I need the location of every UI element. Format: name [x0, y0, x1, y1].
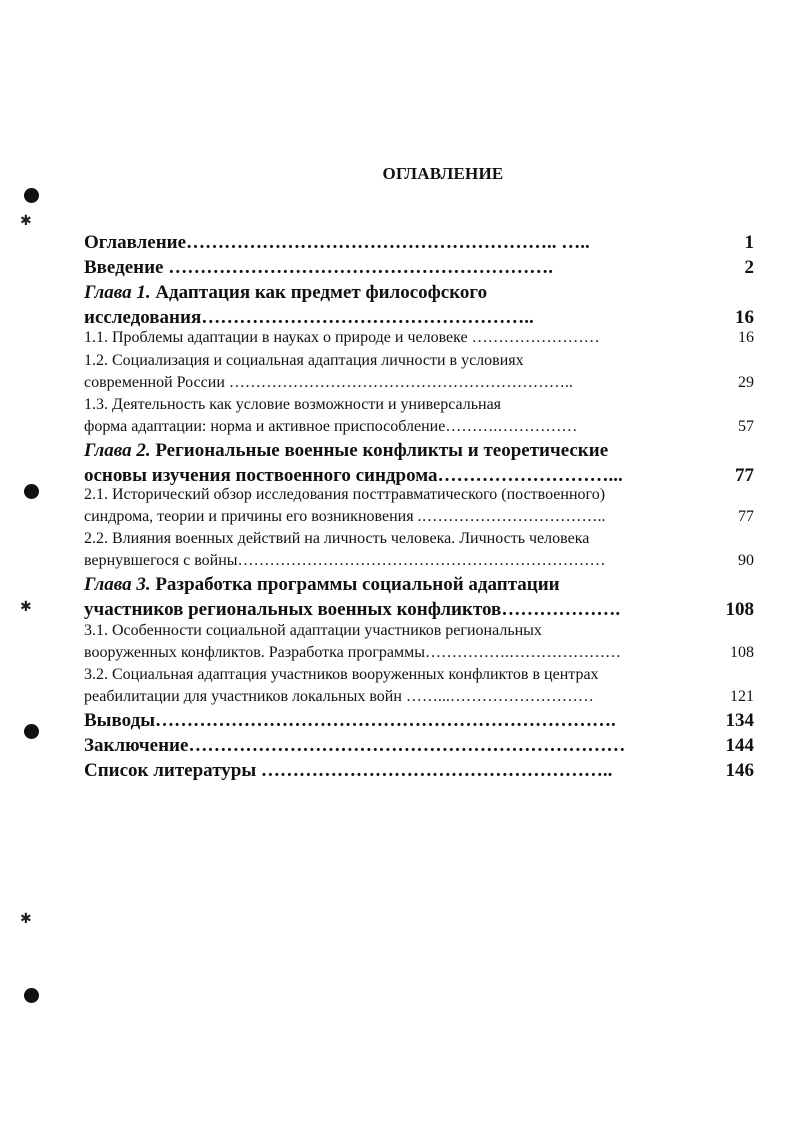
scan-speck: ✱ [20, 213, 32, 229]
chapter-label: Глава 3. [84, 574, 151, 595]
toc-entry-text: 1.1. Проблемы адаптации в науках о природе и человеке …………………… [84, 329, 600, 346]
punch-hole [24, 724, 39, 739]
toc-page-number: 146 [725, 760, 754, 781]
toc-entry-text: участников региональных военных конфликтов………………. [84, 599, 621, 620]
toc-page-number: 29 [738, 374, 754, 391]
toc-page-number: 108 [730, 644, 754, 661]
toc-entry-text: 3.1. Особенности социальной адаптации участников региональных [84, 622, 542, 639]
toc-entry-text: Введение ……………………………………………………. [84, 257, 553, 278]
toc-entry-text: современной России ……………………………………………………….. [84, 374, 573, 391]
toc-page-number: 144 [725, 735, 754, 756]
toc-entry-text: исследования…………………………………………….. [84, 307, 534, 328]
chapter-label: Глава 2. [84, 440, 151, 461]
toc-page-number: 77 [738, 508, 754, 525]
toc-entry-text: 2.1. Исторический обзор исследования посттравматического (поствоенного) [84, 486, 606, 503]
toc-entry-text: основы изучения поствоенного синдрома………………………... [84, 465, 623, 486]
punch-hole [24, 988, 39, 1003]
toc-entry-text: синдрома, теории и причины его возникновения .…………………………….. [84, 508, 606, 525]
toc-page-number: 77 [735, 465, 754, 486]
chapter-label: Глава 1. [84, 282, 151, 303]
page-title: ОГЛАВЛЕНИЕ [382, 164, 504, 183]
toc-entry-text: Глава 3. Разработка программы социальной адаптации [84, 574, 560, 595]
toc-entry-text: Глава 1. Адаптация как предмет философского [84, 282, 488, 303]
toc-page-number: 1 [744, 232, 754, 253]
toc-entry-text: форма адаптации: норма и активное приспособление……….…………… [84, 418, 578, 435]
toc-entry-text: 3.2. Социальная адаптация участников вооруженных конфликтов в центрах [84, 666, 599, 683]
toc-page-number: 108 [725, 599, 754, 620]
toc-entry-text: Глава 2. Региональные военные конфликты и теоретические [84, 440, 609, 461]
toc-page-number: 121 [730, 688, 754, 705]
toc-entry-text: 1.2. Социализация и социальная адаптация личности в условиях [84, 352, 524, 369]
toc-entry-text: вернувшегося с войны…………………………………………………………… [84, 552, 606, 569]
toc-entry-text: Список литературы ……………………………………………….. [84, 760, 613, 781]
toc-entry-text: Заключение…………………………………………………………… [84, 735, 626, 756]
toc-entry-text: реабилитации для участников локальных войн ……...……………………… [84, 688, 594, 705]
toc-page-number: 90 [738, 552, 754, 569]
punch-hole [24, 484, 39, 499]
toc-entry-text: вооруженных конфликтов. Разработка программы…………….………………… [84, 644, 621, 661]
scan-speck: ✱ [20, 599, 32, 615]
toc-page-number: 2 [744, 257, 754, 278]
toc-page-number: 16 [735, 307, 754, 328]
toc-page-number: 57 [738, 418, 754, 435]
toc-page-number: 16 [738, 329, 754, 346]
punch-hole [24, 188, 39, 203]
toc-entry-text: 2.2. Влияния военных действий на личность человека. Личность человека [84, 530, 590, 547]
scan-speck: ✱ [20, 911, 32, 927]
toc-page-number: 134 [725, 710, 754, 731]
toc-entry-text: Выводы………………………………………………………………. [84, 710, 616, 731]
toc-entry-text: 1.3. Деятельность как условие возможности и универсальная [84, 396, 502, 413]
toc-entry-text: Оглавление………………………………………………….. ….. [84, 232, 590, 253]
